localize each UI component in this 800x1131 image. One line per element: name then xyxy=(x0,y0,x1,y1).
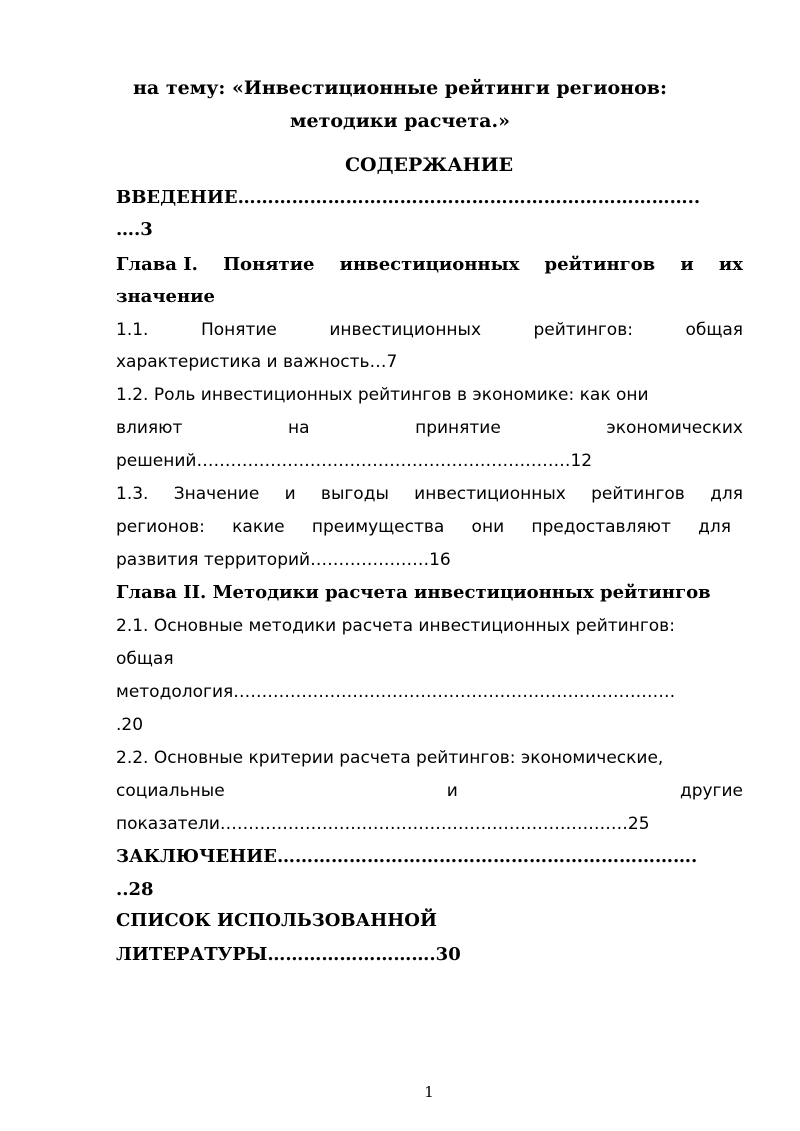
toc-s13-word: и xyxy=(284,484,296,504)
toc-s13-word: они xyxy=(471,517,505,537)
toc-intro-page[interactable]: ….3 xyxy=(116,219,153,240)
toc-s13-word: Значение xyxy=(173,484,260,504)
page-number: 1 xyxy=(424,1083,434,1101)
toc-section-1-2[interactable]: 1.2. Роль инвестиционных рейтингов в экономике: как они xyxy=(116,385,649,405)
toc-section-1-1-line-2[interactable]: характеристика и важность…7 xyxy=(116,352,398,372)
toc-section-1-1[interactable] xyxy=(116,314,743,346)
toc-s13-word: инвестиционных xyxy=(414,484,566,504)
toc-s12-word: принятие xyxy=(415,418,501,438)
toc-s11-word: рейтингов: xyxy=(533,320,633,340)
toc-s12-word: на xyxy=(287,418,310,438)
toc-conclusion[interactable]: ЗАКЛЮЧЕНИЕ……………………………………………………………. xyxy=(116,846,698,867)
toc-s13-word: рейтингов xyxy=(591,484,685,504)
toc-s13-word: выгоды xyxy=(320,484,389,504)
toc-s11-word: инвестиционных xyxy=(329,320,482,340)
toc-section-2-1-page[interactable]: .20 xyxy=(116,715,144,735)
toc-s11-word: общая xyxy=(685,320,743,340)
toc-s13-word: 1.3. xyxy=(116,484,149,504)
toc-s13-word: для xyxy=(710,484,743,504)
toc-section-2-1-line-2[interactable]: общая xyxy=(116,649,174,669)
toc-references[interactable]: СПИСОК ИСПОЛЬЗОВАННОЙ xyxy=(116,910,437,931)
toc-references-line-2[interactable]: ЛИТЕРАТУРЫ……………………….30 xyxy=(116,944,461,965)
toc-chapter1-word: Глава I. xyxy=(116,254,198,275)
toc-chapter1-title-line-2[interactable]: значение xyxy=(116,286,215,307)
toc-section-1-2-line-3[interactable]: решений…………………………………………………………12 xyxy=(116,451,593,471)
toc-chapter2-title[interactable]: Глава II. Методики расчета инвестиционных рейтингов xyxy=(116,582,711,603)
toc-s12-word: влияют xyxy=(116,418,183,438)
toc-s13-word: регионов: xyxy=(116,517,205,537)
toc-conclusion-page[interactable]: ..28 xyxy=(116,879,154,900)
toc-chapter1-word: инвестиционных xyxy=(339,254,520,275)
toc-s13-word: для xyxy=(698,517,731,537)
toc-section-2-2-line-2[interactable] xyxy=(116,775,743,807)
toc-section-2-1[interactable]: 2.1. Основные методики расчета инвестиционных рейтингов: xyxy=(116,616,675,636)
toc-chapter1-word: их xyxy=(718,254,743,275)
toc-chapter1-title[interactable] xyxy=(116,249,743,281)
toc-s13-word: преимущества xyxy=(311,517,445,537)
topic-line-1: на тему: «Инвестиционные рейтинги регионов: xyxy=(133,77,667,99)
toc-s13-word: какие xyxy=(232,517,285,537)
toc-s13-word: предоставляют xyxy=(531,517,671,537)
toc-s22-word: другие xyxy=(679,781,743,801)
toc-section-1-3-line-3[interactable]: развития территорий…………………16 xyxy=(116,550,451,570)
toc-s11-word: 1.1. xyxy=(116,320,149,340)
toc-section-2-2-line-3[interactable]: показатели………………………………………………………………25 xyxy=(116,814,650,834)
toc-section-2-1-line-3[interactable]: методология…………………………………………………………………… xyxy=(116,682,676,702)
topic-line-2: методики расчета.» xyxy=(290,110,510,132)
toc-section-1-2-line-2[interactable] xyxy=(116,412,743,444)
toc-chapter1-word: Понятие xyxy=(223,254,315,275)
contents-heading: СОДЕРЖАНИЕ xyxy=(344,154,514,176)
toc-s22-word: и xyxy=(446,781,458,801)
toc-s11-word: Понятие xyxy=(200,320,277,340)
toc-section-1-3-line-2[interactable] xyxy=(116,511,731,543)
toc-intro-line-1[interactable]: ВВЕДЕНИЕ………………………………………………………………….. xyxy=(116,187,701,208)
toc-chapter1-word: рейтингов xyxy=(544,254,656,275)
toc-section-1-3[interactable] xyxy=(116,478,743,510)
toc-section-2-2[interactable]: 2.2. Основные критерии расчета рейтингов: экономические, xyxy=(116,748,664,768)
toc-s22-word: социальные xyxy=(116,781,225,801)
toc-chapter1-word: и xyxy=(680,254,694,275)
toc-s12-word: экономических xyxy=(606,418,743,438)
